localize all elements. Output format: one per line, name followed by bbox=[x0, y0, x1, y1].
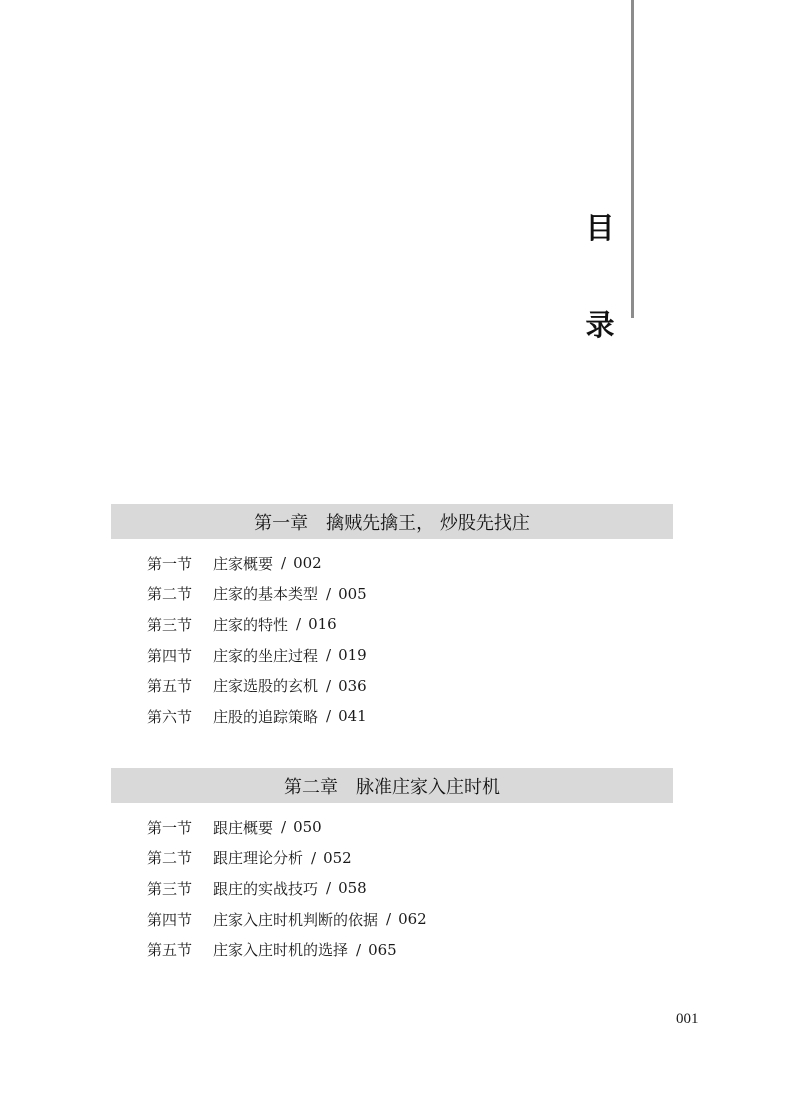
page-separator: / bbox=[326, 676, 332, 695]
section-title: 庄家入庄时机判断的依据 bbox=[213, 910, 379, 929]
section-title: 庄家选股的玄机 bbox=[213, 677, 319, 696]
section-page: 058 bbox=[338, 879, 367, 898]
page-separator: / bbox=[281, 554, 287, 573]
toc-entry[interactable] bbox=[111, 904, 673, 935]
section-page: 019 bbox=[338, 646, 367, 665]
toc-entry[interactable] bbox=[111, 609, 673, 640]
section-list bbox=[111, 548, 673, 732]
chapter-1 bbox=[111, 504, 673, 732]
chapter-title: 脉准庄家入庄时机 bbox=[356, 776, 500, 798]
vertical-rule bbox=[631, 0, 634, 318]
chapter-title: 擒贼先擒王， 炒股先找庄 bbox=[326, 512, 530, 534]
section-title: 跟庄理论分析 bbox=[213, 849, 304, 868]
toc-entry[interactable] bbox=[111, 548, 673, 579]
section-title: 跟庄的实战技巧 bbox=[213, 879, 319, 898]
section-number: 第二节 bbox=[147, 849, 193, 868]
chapter-heading[interactable] bbox=[111, 768, 673, 803]
section-number: 第三节 bbox=[147, 615, 193, 634]
chapter-2 bbox=[111, 768, 673, 965]
section-title: 庄股的追踪策略 bbox=[213, 707, 319, 726]
section-number: 第四节 bbox=[147, 910, 193, 929]
section-title: 跟庄概要 bbox=[213, 818, 274, 837]
section-page: 050 bbox=[293, 818, 322, 837]
page-separator: / bbox=[386, 910, 392, 929]
section-page: 036 bbox=[338, 676, 367, 695]
chapter-heading[interactable] bbox=[111, 504, 673, 539]
page-number: 001 bbox=[676, 1011, 699, 1027]
page-separator: / bbox=[296, 615, 302, 634]
section-number: 第一节 bbox=[147, 818, 193, 837]
toc-entry[interactable] bbox=[111, 843, 673, 874]
toc-entry[interactable] bbox=[111, 701, 673, 732]
toc-entry[interactable] bbox=[111, 640, 673, 671]
section-number: 第二节 bbox=[147, 585, 193, 604]
section-number: 第五节 bbox=[147, 677, 193, 696]
page-separator: / bbox=[326, 584, 332, 603]
section-title: 庄家的基本类型 bbox=[213, 585, 319, 604]
toc-entry[interactable] bbox=[111, 873, 673, 904]
section-number: 第五节 bbox=[147, 941, 193, 960]
page-separator: / bbox=[326, 646, 332, 665]
section-page: 065 bbox=[368, 940, 397, 959]
chapter-number: 第一章 bbox=[254, 512, 309, 534]
toc-entry[interactable] bbox=[111, 812, 673, 843]
section-page: 062 bbox=[398, 910, 427, 929]
section-title: 庄家的坐庄过程 bbox=[213, 646, 319, 665]
toc-title-char-1: 目 bbox=[585, 211, 615, 245]
page-separator: / bbox=[326, 707, 332, 726]
toc-title-char-2: 录 bbox=[585, 308, 615, 342]
section-number: 第一节 bbox=[147, 554, 193, 573]
section-page: 052 bbox=[323, 848, 352, 867]
page-separator: / bbox=[326, 879, 332, 898]
section-page: 041 bbox=[338, 707, 367, 726]
page-separator: / bbox=[281, 818, 287, 837]
section-page: 016 bbox=[308, 615, 337, 634]
page-separator: / bbox=[311, 848, 317, 867]
section-title: 庄家概要 bbox=[213, 554, 274, 573]
section-title: 庄家入庄时机的选择 bbox=[213, 941, 349, 960]
section-number: 第四节 bbox=[147, 646, 193, 665]
section-list bbox=[111, 812, 673, 965]
section-number: 第六节 bbox=[147, 707, 193, 726]
section-number: 第三节 bbox=[147, 879, 193, 898]
page-separator: / bbox=[356, 940, 362, 959]
section-page: 002 bbox=[293, 554, 322, 573]
section-page: 005 bbox=[338, 584, 367, 603]
toc-entry[interactable] bbox=[111, 934, 673, 965]
toc-entry[interactable] bbox=[111, 670, 673, 701]
section-title: 庄家的特性 bbox=[213, 615, 289, 634]
toc-entry[interactable] bbox=[111, 579, 673, 610]
chapter-number: 第二章 bbox=[284, 776, 338, 798]
